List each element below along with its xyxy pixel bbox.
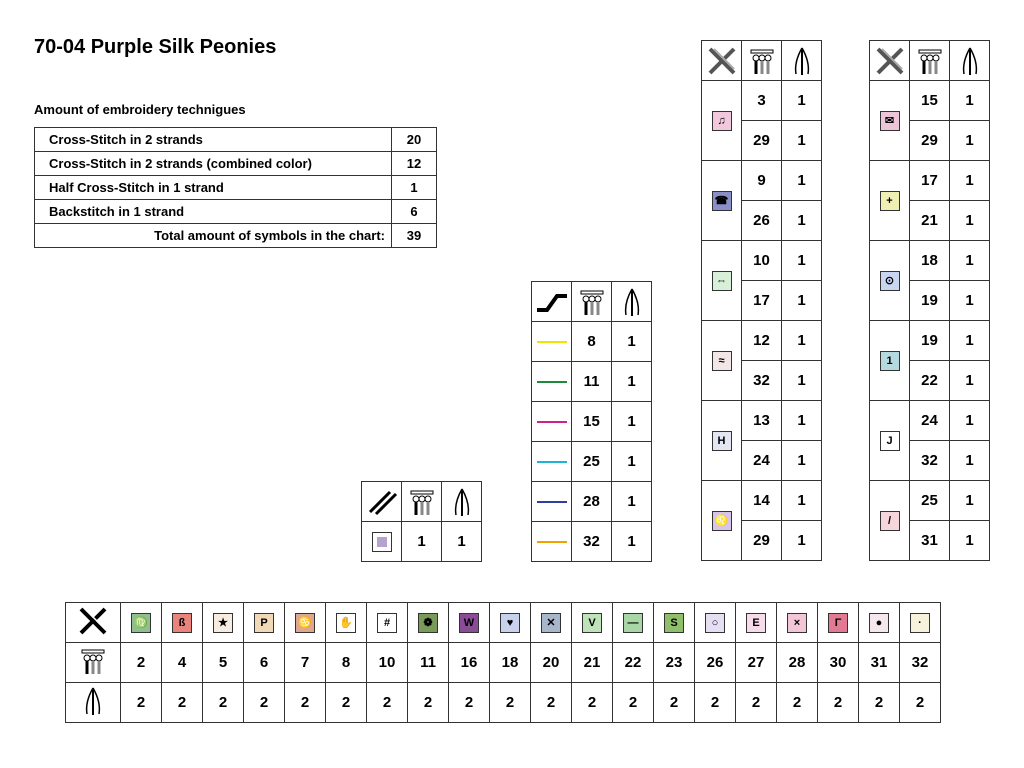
strand-count: 2: [818, 683, 859, 723]
minus-icon: —: [623, 613, 643, 633]
backstitch-line-cell: [532, 322, 572, 362]
symbol-cell: [203, 603, 244, 643]
strand-count: 2: [695, 683, 736, 723]
table-row: [702, 481, 822, 521]
half-cross-icon: [362, 482, 402, 522]
thread-number: 29: [910, 121, 950, 161]
thread-number: 17: [910, 161, 950, 201]
strand-count: 2: [285, 683, 326, 723]
skein-icon: [910, 41, 950, 81]
letter-h-icon: H: [712, 431, 732, 451]
table-row: [870, 321, 990, 361]
small-x-icon: ×: [787, 613, 807, 633]
bell-icon: ♫: [712, 111, 732, 131]
symbol-cell: [818, 603, 859, 643]
strand-count: 1: [612, 482, 652, 522]
summary-row: [35, 152, 437, 176]
strand-count: 2: [900, 683, 941, 723]
strand-count: 1: [782, 161, 822, 201]
thread-number: 16: [449, 643, 490, 683]
strand-count: 1: [950, 121, 990, 161]
table-row: [870, 481, 990, 521]
skein-icon: [66, 643, 121, 683]
symbol-cell: [702, 321, 742, 401]
backstitch-line-cell: [532, 482, 572, 522]
needle-icon: [66, 683, 121, 723]
symbol-cell: [121, 603, 162, 643]
table-row: [702, 401, 822, 441]
thread-number: 18: [910, 241, 950, 281]
summary-row: [35, 128, 437, 152]
symbol-cell: [870, 321, 910, 401]
strand-count: 1: [782, 281, 822, 321]
strand-count: 1: [782, 521, 822, 561]
strand-count: 2: [203, 683, 244, 723]
letter-e-icon: E: [746, 613, 766, 633]
corner-icon: Γ: [828, 613, 848, 633]
summary-value: 12: [392, 152, 437, 176]
strand-count: 2: [367, 683, 408, 723]
backstitch-line-cell: [532, 402, 572, 442]
symbol-cell: [244, 603, 285, 643]
symbol-cell: [870, 401, 910, 481]
combined-color-table-right: [869, 40, 990, 561]
thread-number: 3: [742, 81, 782, 121]
summary-label: Backstitch in 1 strand: [35, 200, 392, 224]
page-title: 70-04 Purple Silk Peonies: [34, 36, 277, 58]
strand-count: 2: [408, 683, 449, 723]
summary-total-row: [35, 224, 437, 248]
number-one-icon: 1: [880, 351, 900, 371]
thread-number: 13: [742, 401, 782, 441]
symbol-cell: [449, 603, 490, 643]
thread-number: 8: [572, 322, 612, 362]
strand-count: 1: [950, 161, 990, 201]
cross-stitch-icon: [66, 603, 121, 643]
needle-icon: [950, 41, 990, 81]
thread-number: 31: [859, 643, 900, 683]
symbol-cell: [695, 603, 736, 643]
symbol-cell: [326, 603, 367, 643]
backstitch-line-cell: [532, 522, 572, 562]
strand-count: 2: [531, 683, 572, 723]
total-value: 39: [392, 224, 437, 248]
strand-count: 1: [782, 201, 822, 241]
thread-number: 18: [490, 643, 531, 683]
summary-row: [35, 176, 437, 200]
strand-count: 2: [244, 683, 285, 723]
skein-icon: [742, 41, 782, 81]
strand-count: 2: [736, 683, 777, 723]
thread-number: 4: [162, 643, 203, 683]
thread-number: 22: [613, 643, 654, 683]
star-icon: ★: [213, 613, 233, 633]
feather-icon: ß: [172, 613, 192, 633]
technique-summary-table: [34, 127, 437, 248]
thread-number: 10: [367, 643, 408, 683]
thread-number: 17: [742, 281, 782, 321]
thread-number: 15: [910, 81, 950, 121]
skein-icon: [402, 482, 442, 522]
thread-number: 21: [910, 201, 950, 241]
flower-icon: ❁: [418, 613, 438, 633]
strand-count: 2: [777, 683, 818, 723]
plus-icon: +: [880, 191, 900, 211]
thread-number: 11: [408, 643, 449, 683]
small-dot-icon: ·: [910, 613, 930, 633]
thread-number: 9: [742, 161, 782, 201]
thread-number: 19: [910, 281, 950, 321]
symbol-cell: [702, 161, 742, 241]
thread-number: 23: [654, 643, 695, 683]
symbol-cell: [777, 603, 818, 643]
symbol-cell: [702, 481, 742, 561]
strand-count: 1: [782, 401, 822, 441]
summary-value: 20: [392, 128, 437, 152]
telephone-icon: ☎: [712, 191, 732, 211]
strand-count: 1: [950, 361, 990, 401]
strand-count: 1: [612, 402, 652, 442]
summary-label: Cross-Stitch in 2 strands (combined color): [35, 152, 392, 176]
table-row: [702, 161, 822, 201]
strand-count: 1: [782, 441, 822, 481]
strand-count: 1: [612, 362, 652, 402]
needle-icon: [612, 282, 652, 322]
strand-count: 1: [782, 361, 822, 401]
filled-dot-icon: ●: [869, 613, 889, 633]
backstitch-line: [537, 381, 567, 383]
symbol-cell: [367, 603, 408, 643]
strand-count: 2: [572, 683, 613, 723]
strand-count: 1: [950, 321, 990, 361]
symbol-cell: [870, 241, 910, 321]
slash-icon: /: [880, 511, 900, 531]
backstitch-line-cell: [532, 442, 572, 482]
table-row: [532, 322, 652, 362]
strand-count: 1: [782, 121, 822, 161]
symbol-cell: [490, 603, 531, 643]
cross-stitch-icon: [702, 41, 742, 81]
symbol-cell: [285, 603, 326, 643]
summary-label: Half Cross-Stitch in 1 strand: [35, 176, 392, 200]
thread-number: 32: [910, 441, 950, 481]
thread-number: 29: [742, 121, 782, 161]
thread-number: 29: [742, 521, 782, 561]
symbol-cell: [859, 603, 900, 643]
backstitch-line: [537, 421, 567, 423]
strand-count: 2: [121, 683, 162, 723]
table-row: [702, 321, 822, 361]
strand-count: 2: [326, 683, 367, 723]
letter-s-icon: S: [664, 613, 684, 633]
half-cross-table: [361, 481, 482, 562]
thread-number: 2: [121, 643, 162, 683]
letter-v-icon: V: [582, 613, 602, 633]
table-row: [532, 482, 652, 522]
symbol-cell: [613, 603, 654, 643]
symbol-cell: [702, 241, 742, 321]
thread-number: 26: [695, 643, 736, 683]
table-row: [362, 522, 482, 562]
strand-count: 1: [950, 241, 990, 281]
full-cross-table: [65, 602, 941, 723]
symbol-cell: [870, 161, 910, 241]
thread-number: 8: [326, 643, 367, 683]
backstitch-icon: [532, 282, 572, 322]
strand-count: 1: [950, 521, 990, 561]
thread-number: 32: [572, 522, 612, 562]
thread-number: 5: [203, 643, 244, 683]
strand-count: 1: [782, 81, 822, 121]
table-row: [532, 402, 652, 442]
strand-count: 1: [612, 322, 652, 362]
backstitch-line: [537, 501, 567, 503]
thread-number: 24: [910, 401, 950, 441]
cross-stitch-icon: [870, 41, 910, 81]
strand-count: 1: [442, 522, 482, 562]
thread-number: 24: [742, 441, 782, 481]
combined-color-table-left: [701, 40, 822, 561]
thread-number: 28: [777, 643, 818, 683]
envelope-icon: ✉: [880, 111, 900, 131]
strand-count: 1: [950, 441, 990, 481]
strand-count: 1: [612, 522, 652, 562]
strand-count: 2: [613, 683, 654, 723]
strand-count: 2: [859, 683, 900, 723]
table-row: [702, 81, 822, 121]
backstitch-line: [537, 341, 567, 343]
summary-value: 1: [392, 176, 437, 200]
thread-number: 27: [736, 643, 777, 683]
symbol-cell: [900, 603, 941, 643]
symbol-cell: [408, 603, 449, 643]
symbol-cell: [736, 603, 777, 643]
leo-icon: ♌: [712, 511, 732, 531]
letter-w-icon: W: [459, 613, 479, 633]
thread-number: 32: [742, 361, 782, 401]
strand-count: 1: [782, 321, 822, 361]
strand-count: 2: [449, 683, 490, 723]
thread-number: 15: [572, 402, 612, 442]
strand-count: 2: [654, 683, 695, 723]
thread-number: 22: [910, 361, 950, 401]
symbol-cell: [702, 401, 742, 481]
backstitch-line: [537, 461, 567, 463]
symbol-cell: [654, 603, 695, 643]
thread-number: 6: [244, 643, 285, 683]
thread-number: 21: [572, 643, 613, 683]
letter-p-icon: P: [254, 613, 274, 633]
symbol-cell: [870, 481, 910, 561]
half-cross-symbol: [362, 522, 402, 562]
cancer-icon: ♋: [295, 613, 315, 633]
thread-number: 30: [818, 643, 859, 683]
table-row: [870, 401, 990, 441]
backstitch-line: [537, 541, 567, 543]
butterfly-icon: ✕: [541, 613, 561, 633]
thread-number: 25: [910, 481, 950, 521]
left-right-arrow-icon: ⇔: [712, 271, 732, 291]
strand-count: 1: [950, 81, 990, 121]
backstitch-table: [531, 281, 652, 562]
thread-number: 20: [531, 643, 572, 683]
thread-number: 1: [402, 522, 442, 562]
strand-count: 1: [950, 401, 990, 441]
thread-number: 10: [742, 241, 782, 281]
needle-icon: [442, 482, 482, 522]
thread-number: 12: [742, 321, 782, 361]
strand-count: 1: [950, 481, 990, 521]
table-row: [532, 522, 652, 562]
total-label: Total amount of symbols in the chart:: [35, 224, 392, 248]
table-row: [532, 362, 652, 402]
thread-number: 19: [910, 321, 950, 361]
symbol-cell: [162, 603, 203, 643]
strand-count: 1: [950, 281, 990, 321]
thread-number: 14: [742, 481, 782, 521]
needle-icon: [782, 41, 822, 81]
symbol-cell: [531, 603, 572, 643]
skein-icon: [572, 282, 612, 322]
summary-label: Cross-Stitch in 2 strands: [35, 128, 392, 152]
thread-number: 26: [742, 201, 782, 241]
hash-icon: #: [377, 613, 397, 633]
backstitch-line-cell: [532, 362, 572, 402]
hand-icon: ✋: [336, 613, 356, 633]
table-row: [870, 161, 990, 201]
strand-count: 1: [612, 442, 652, 482]
strand-count: 2: [162, 683, 203, 723]
thread-number: 32: [900, 643, 941, 683]
strand-count: 1: [950, 201, 990, 241]
summary-row: [35, 200, 437, 224]
heart-icon: ♥: [500, 613, 520, 633]
thread-number: 31: [910, 521, 950, 561]
thread-number: 25: [572, 442, 612, 482]
thread-number: 28: [572, 482, 612, 522]
table-row: [870, 241, 990, 281]
table-row: [870, 81, 990, 121]
virgo-icon: ♍: [131, 613, 151, 633]
summary-value: 6: [392, 200, 437, 224]
section-subtitle: Amount of embroidery technigues: [34, 102, 246, 117]
target-icon: ⊙: [880, 271, 900, 291]
strand-count: 1: [782, 241, 822, 281]
symbol-cell: [870, 81, 910, 161]
circle-icon: ○: [705, 613, 725, 633]
symbol-cell: [572, 603, 613, 643]
aquarius-icon: ≈: [712, 351, 732, 371]
thread-number: 11: [572, 362, 612, 402]
strand-count: 2: [490, 683, 531, 723]
thread-number: 7: [285, 643, 326, 683]
table-row: [702, 241, 822, 281]
letter-j-icon: J: [880, 431, 900, 451]
table-row: [532, 442, 652, 482]
strand-count: 1: [782, 481, 822, 521]
symbol-cell: [702, 81, 742, 161]
